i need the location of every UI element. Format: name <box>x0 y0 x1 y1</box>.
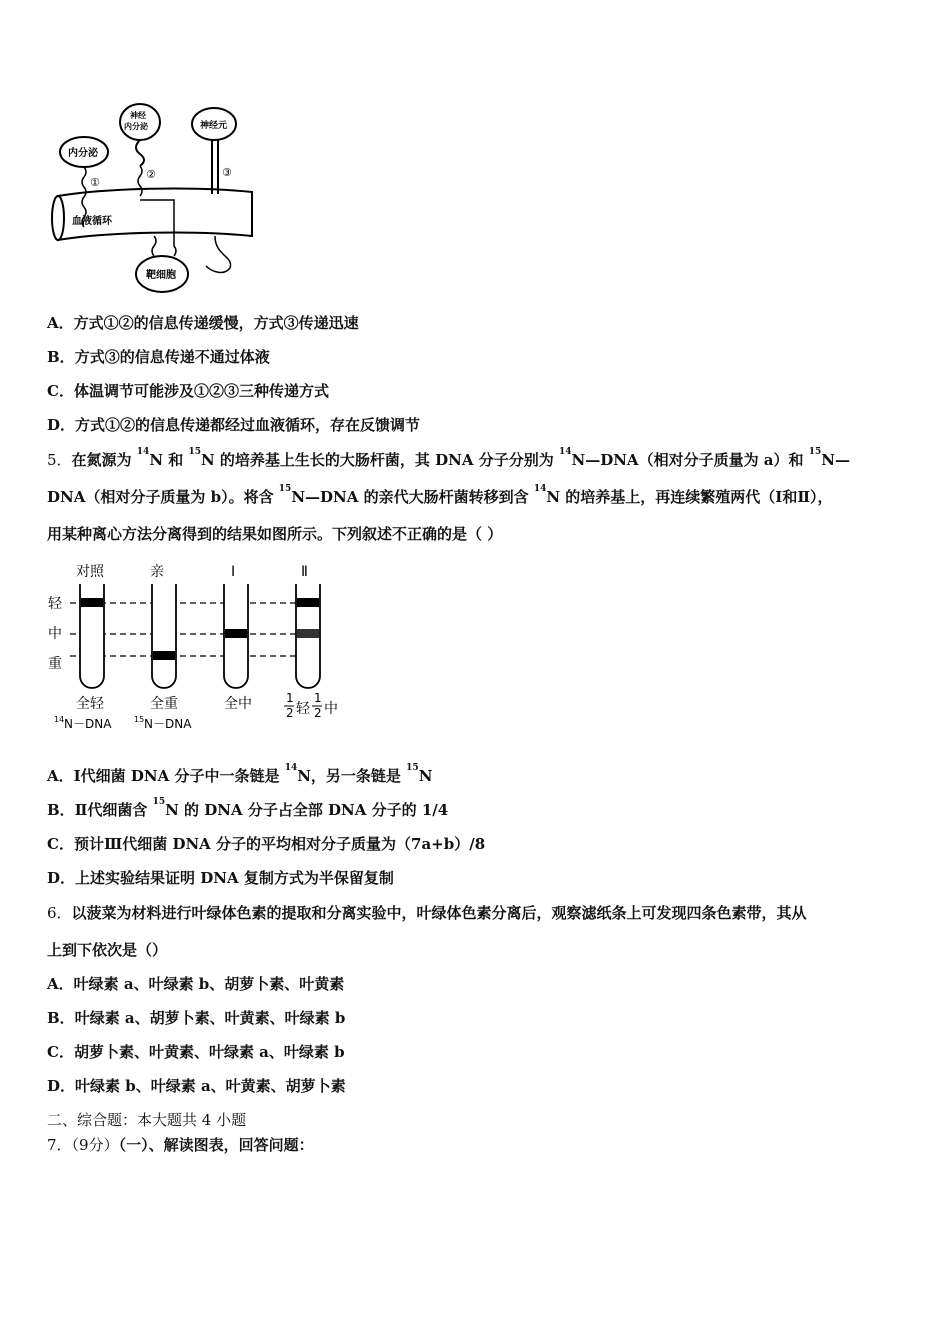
dna-centrifuge-diagram <box>46 558 358 736</box>
q5-stem-line-2: DNA（相对分子质量为 b）。将含 $^{15}$N—DNA 的亲代大肠杆菌转移到含 $^{14}$N 的培养基上，再连续繁殖两代（Ⅰ和Ⅱ）， <box>47 484 833 506</box>
svg-text:轻: 轻 <box>296 701 310 717</box>
tube-parent <box>152 584 176 688</box>
svg-text:中: 中 <box>324 701 338 717</box>
caption-control: 全轻 <box>76 696 104 712</box>
col-gen1-label: Ⅰ <box>231 564 236 580</box>
col-gen2-label: Ⅱ <box>301 564 308 580</box>
caption-parent-sub: N－DNA <box>144 717 192 731</box>
q5-option-b: B．Ⅱ代细菌含 $^{15}$N 的 DNA 分子占全部 DNA 分子的 1/4 <box>47 797 449 819</box>
row-heavy-label: 重 <box>48 656 62 672</box>
q4-option-b: B．方式③的信息传递不通过体液 <box>47 348 270 366</box>
q4-option-a: A．方式①②的信息传递缓慢，方式③传递迅速 <box>47 314 359 332</box>
pathway-1-label: ① <box>90 176 100 189</box>
q6-stem-line-2: 上到下依次是（） <box>47 941 168 959</box>
q5-option-d: D．上述实验结果证明 DNA 复制方式为半保留复制 <box>47 869 394 887</box>
endocrine-label: 内分泌 <box>68 148 98 159</box>
q4-option-d: D．方式①②的信息传递都经过血液循环，存在反馈调节 <box>47 416 421 434</box>
caption-control-sup: 14 <box>54 715 65 724</box>
q5-stem-line-3: 用某种离心方法分离得到的结果如图所示。下列叙述不正确的是（ ） <box>47 525 503 543</box>
svg-text:2: 2 <box>286 706 294 720</box>
q5-stem-line-1: 5．在氮源为 $^{14}$N 和 $^{15}$N 的培养基上生长的大肠杆菌，其 DNA 分子分别为 $^{14}$N—DNA（相对分子质量为 a）和 $^{15}$N— <box>47 447 850 469</box>
neuroendocrine-label-1: 神经 <box>130 111 146 120</box>
svg-text:1: 1 <box>286 691 294 705</box>
svg-text:2: 2 <box>314 706 322 720</box>
q5-option-a: A．Ⅰ代细菌 DNA 分子中一条链是 $^{14}$N，另一条链是 $^{15}$N <box>47 763 433 785</box>
q5-option-c: C．预计Ⅲ代细菌 DNA 分子的平均相对分子质量为（7a+b）/8 <box>47 835 486 853</box>
pathway-2-label: ② <box>146 168 156 181</box>
neuroendocrine-label-2: 内分泌 <box>124 122 148 131</box>
svg-text:1: 1 <box>314 691 322 705</box>
col-control-label: 对照 <box>76 564 104 580</box>
row-middle-label: 中 <box>48 626 62 642</box>
tube-gen2 <box>296 584 320 688</box>
q7-stem: 7．（9分）（一）、解读图表，回答问题： <box>47 1136 314 1154</box>
pathway-3-label: ③ <box>222 166 232 179</box>
q4-option-c: C．体温调节可能涉及①②③三种传递方式 <box>47 382 329 400</box>
q6-option-c: C．胡萝卜素、叶黄素、叶绿素 a、叶绿素 b <box>47 1043 345 1061</box>
q6-option-d: D．叶绿素 b、叶绿素 a、叶黄素、胡萝卜素 <box>47 1077 346 1095</box>
target-cell-label: 靶细胞 <box>146 270 176 281</box>
caption-parent: 全重 <box>150 696 178 712</box>
row-light-label: 轻 <box>48 596 62 612</box>
neuron-label: 神经元 <box>200 121 228 131</box>
q6-option-a: A．叶绿素 a、叶绿素 b、胡萝卜素、叶黄素 <box>47 975 345 993</box>
q6-option-b: B．叶绿素 a、胡萝卜素、叶黄素、叶绿素 b <box>47 1009 346 1027</box>
tube-control <box>80 584 104 688</box>
col-parent-label: 亲 <box>150 564 164 580</box>
caption-control-sub: N－DNA <box>64 717 112 731</box>
q6-stem-line-1: 6．以菠菜为材料进行叶绿体色素的提取和分离实验中，叶绿体色素分离后，观察滤纸条上可发现四条色素带，其从 <box>47 904 807 922</box>
signal-transmission-diagram <box>44 96 260 302</box>
caption-gen1: 全中 <box>224 696 252 712</box>
caption-parent-sup: 15 <box>134 715 145 724</box>
section-2-title: 二、综合题：本大题共 4 小题 <box>47 1111 247 1129</box>
blood-circulation-label: 血液循环 <box>72 216 112 227</box>
tube-gen1 <box>224 584 248 688</box>
